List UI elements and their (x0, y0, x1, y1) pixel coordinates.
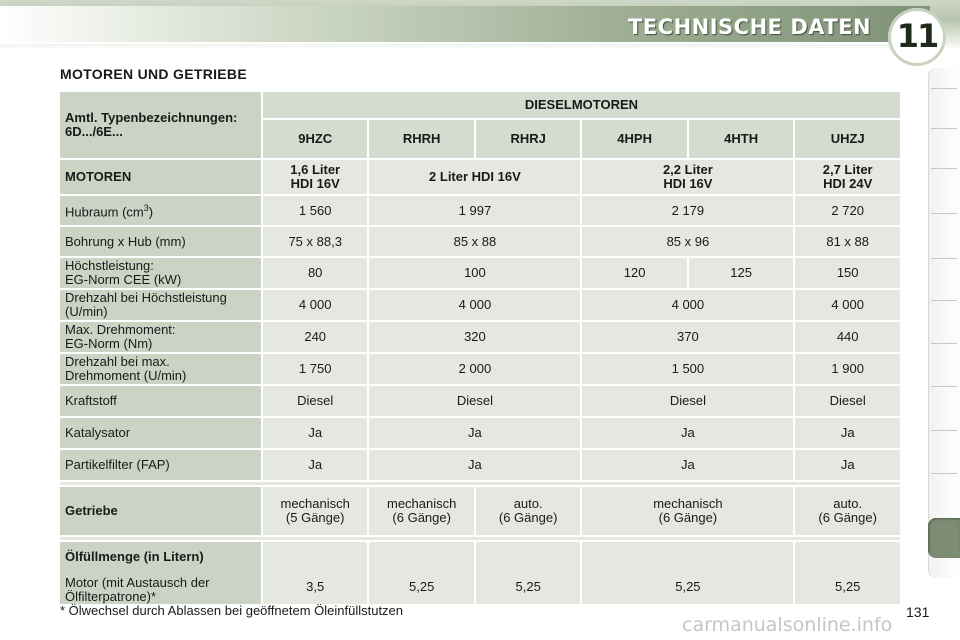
value-cell: 1 997 (369, 196, 580, 225)
value-cell: Ja (369, 450, 580, 480)
side-tab-divider (931, 88, 957, 89)
oel-value: 5,25 (369, 542, 473, 604)
value-cell: 4 000 (369, 290, 580, 320)
value-cell: 85 x 88 (369, 227, 580, 256)
getriebe-cell: mechanisch (5 Gänge) (263, 487, 367, 535)
value-cell: 2 720 (795, 196, 900, 225)
type-label-cell: Amtl. Typenbezeichnungen: 6D.../6E... (60, 92, 261, 158)
getriebe-cell: mechanisch (6 Gänge) (582, 487, 793, 535)
value-cell: 1 500 (582, 354, 793, 384)
page-title: TECHNISCHE DATEN (628, 15, 872, 39)
value-cell: 120 (582, 258, 686, 288)
value-cell: 1 560 (263, 196, 367, 225)
oel-value: 5,25 (582, 542, 793, 604)
watermark: carmanualsonline.info (682, 614, 893, 636)
value-cell: 4 000 (582, 290, 793, 320)
value-cell: 100 (369, 258, 580, 288)
code-cell: 4HPH (582, 120, 686, 158)
value-cell: Ja (263, 450, 367, 480)
value-cell: Diesel (582, 386, 793, 416)
getriebe-label: Getriebe (60, 487, 261, 535)
motoren-label: MOTOREN (60, 160, 261, 194)
value-cell: Diesel (795, 386, 900, 416)
value-cell: Ja (263, 418, 367, 448)
side-tab-divider (931, 386, 957, 387)
value-cell: 370 (582, 322, 793, 352)
row-label: Katalysator (60, 418, 261, 448)
side-tab-divider (931, 430, 957, 431)
side-tabs (928, 68, 960, 578)
value-cell: Diesel (263, 386, 367, 416)
side-tab-divider (931, 300, 957, 301)
chapter-badge (888, 8, 946, 66)
engine-cell: 2,2 Liter HDI 16V (582, 160, 793, 194)
getriebe-cell: mechanisch (6 Gänge) (369, 487, 473, 535)
value-cell: 320 (369, 322, 580, 352)
getriebe-cell: auto. (6 Gänge) (476, 487, 580, 535)
row-label: Max. Drehmoment: EG-Norm (Nm) (60, 322, 261, 352)
value-cell: 125 (689, 258, 793, 288)
oel-value: 5,25 (795, 542, 900, 604)
dieselmotoren-header: DIESELMOTOREN (263, 92, 900, 118)
value-cell: 1 750 (263, 354, 367, 384)
value-cell: 75 x 88,3 (263, 227, 367, 256)
row-label: Drehzahl bei max. Drehmoment (U/min) (60, 354, 261, 384)
value-cell: 240 (263, 322, 367, 352)
getriebe-cell: auto. (6 Gänge) (795, 487, 900, 535)
row-label: Kraftstoff (60, 386, 261, 416)
oel-value: 3,5 (263, 542, 367, 604)
value-cell: Ja (582, 418, 793, 448)
engine-cell: 2 Liter HDI 16V (369, 160, 580, 194)
value-cell: Ja (795, 418, 900, 448)
value-cell: 2 000 (369, 354, 580, 384)
side-tab-divider (931, 128, 957, 129)
row-label: Bohrung x Hub (mm) (60, 227, 261, 256)
side-tab-divider (931, 213, 957, 214)
value-cell: Diesel (369, 386, 580, 416)
value-cell: Ja (582, 450, 793, 480)
side-tab-divider (931, 473, 957, 474)
code-cell: 4HTH (689, 120, 793, 158)
code-cell: 9HZC (263, 120, 367, 158)
page-number: 131 (906, 604, 930, 620)
value-cell: Ja (369, 418, 580, 448)
side-tab-divider (931, 258, 957, 259)
oel-value: 5,25 (476, 542, 580, 604)
value-cell: 81 x 88 (795, 227, 900, 256)
section-title: MOTOREN UND GETRIEBE (60, 66, 247, 82)
value-cell: Ja (795, 450, 900, 480)
value-cell: 85 x 96 (582, 227, 793, 256)
engine-cell: 1,6 Liter HDI 16V (263, 160, 367, 194)
value-cell: 2 179 (582, 196, 793, 225)
side-tab-divider (931, 168, 957, 169)
row-label: Hubraum $(cm^3)$ (60, 196, 261, 225)
engine-cell: 2,7 Liter HDI 24V (795, 160, 900, 194)
code-cell: RHRH (369, 120, 473, 158)
value-cell: 440 (795, 322, 900, 352)
chapter-number: 11 (896, 17, 938, 55)
value-cell: 4 000 (263, 290, 367, 320)
spec-table (58, 90, 902, 606)
row-label: Partikelfilter (FAP) (60, 450, 261, 480)
footnote: * Ölwechsel durch Ablassen bei geöffnetem Öleinfüllstutzen (60, 603, 404, 618)
side-tab-active[interactable] (928, 518, 960, 558)
oel-label-cell: Ölfüllmenge (in Litern) Motor (mit Austausch der Ölfilterpatrone)* (60, 542, 261, 604)
value-cell: 150 (795, 258, 900, 288)
value-cell: 1 900 (795, 354, 900, 384)
code-cell: UHZJ (795, 120, 900, 158)
code-cell: RHRJ (476, 120, 580, 158)
value-cell: 4 000 (795, 290, 900, 320)
value-cell: 80 (263, 258, 367, 288)
row-label: Höchstleistung: EG-Norm CEE (kW) (60, 258, 261, 288)
side-tab-divider (931, 343, 957, 344)
row-label: Drehzahl bei Höchstleistung (U/min) (60, 290, 261, 320)
